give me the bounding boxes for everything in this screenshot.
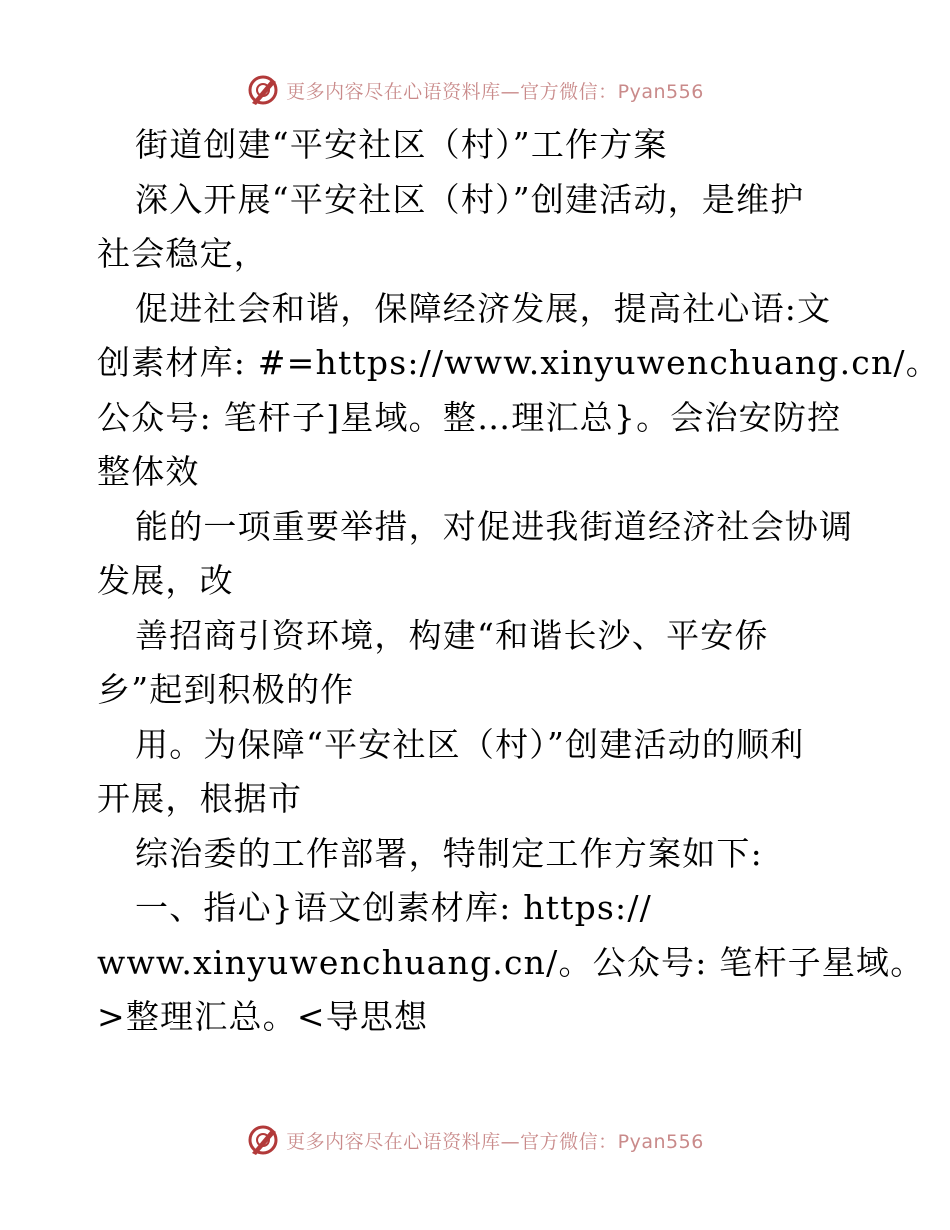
paragraph-line: 社会稳定，: [97, 234, 268, 273]
paragraph-line: 开展，根据市: [97, 779, 303, 818]
header-banner-text: 更多内容尽在心语资料库—官方微信：Pyan556: [286, 80, 704, 103]
paragraph-line: 能的一项重要举措，对促进我街道经济社会协调: [135, 506, 854, 546]
paragraph-line: 创素材库: #=https://www.xinyuwenchuang.cn/。: [97, 343, 940, 382]
paragraph-line: 综治委的工作部署，特制定工作方案如下:: [135, 833, 763, 873]
paragraph-line: 善招商引资环境，构建“和谐长沙、平安侨: [135, 615, 769, 655]
paragraph-line: >整理汇总。<导思想: [97, 997, 429, 1036]
paragraph-line: 整体效: [97, 452, 200, 491]
footer-banner: [0, 1120, 950, 1160]
paragraph-line: 公众号: 笔杆子]星域。整…理汇总}。会治安防控: [97, 397, 842, 437]
paragraph-line: 用。为保障“平安社区（村）”创建活动的顺利: [135, 724, 805, 764]
paragraph-line: 深入开展“平安社区（村）”创建活动，是维护: [135, 179, 805, 219]
paragraph-line: 发展，改: [97, 561, 234, 600]
paragraph-line: www.xinyuwenchuang.cn/。公众号: 笔杆子星域。: [97, 942, 925, 982]
footer-banner-text: 更多内容尽在心语资料库—官方微信：Pyan556: [286, 1130, 704, 1153]
pen-logo-icon: [246, 1123, 280, 1157]
section-heading: 一、指心}语文创素材库: https://: [135, 888, 652, 927]
document-title: 街道创建“平安社区（村）”工作方案: [135, 125, 668, 164]
paragraph-line: 乡”起到积极的作: [97, 670, 355, 709]
paragraph-line: 促进社会和谐，保障经济发展，提高社心语:文: [135, 288, 832, 328]
document-body: [97, 118, 940, 1045]
header-banner: [0, 70, 950, 110]
pen-logo-icon: [246, 73, 280, 107]
